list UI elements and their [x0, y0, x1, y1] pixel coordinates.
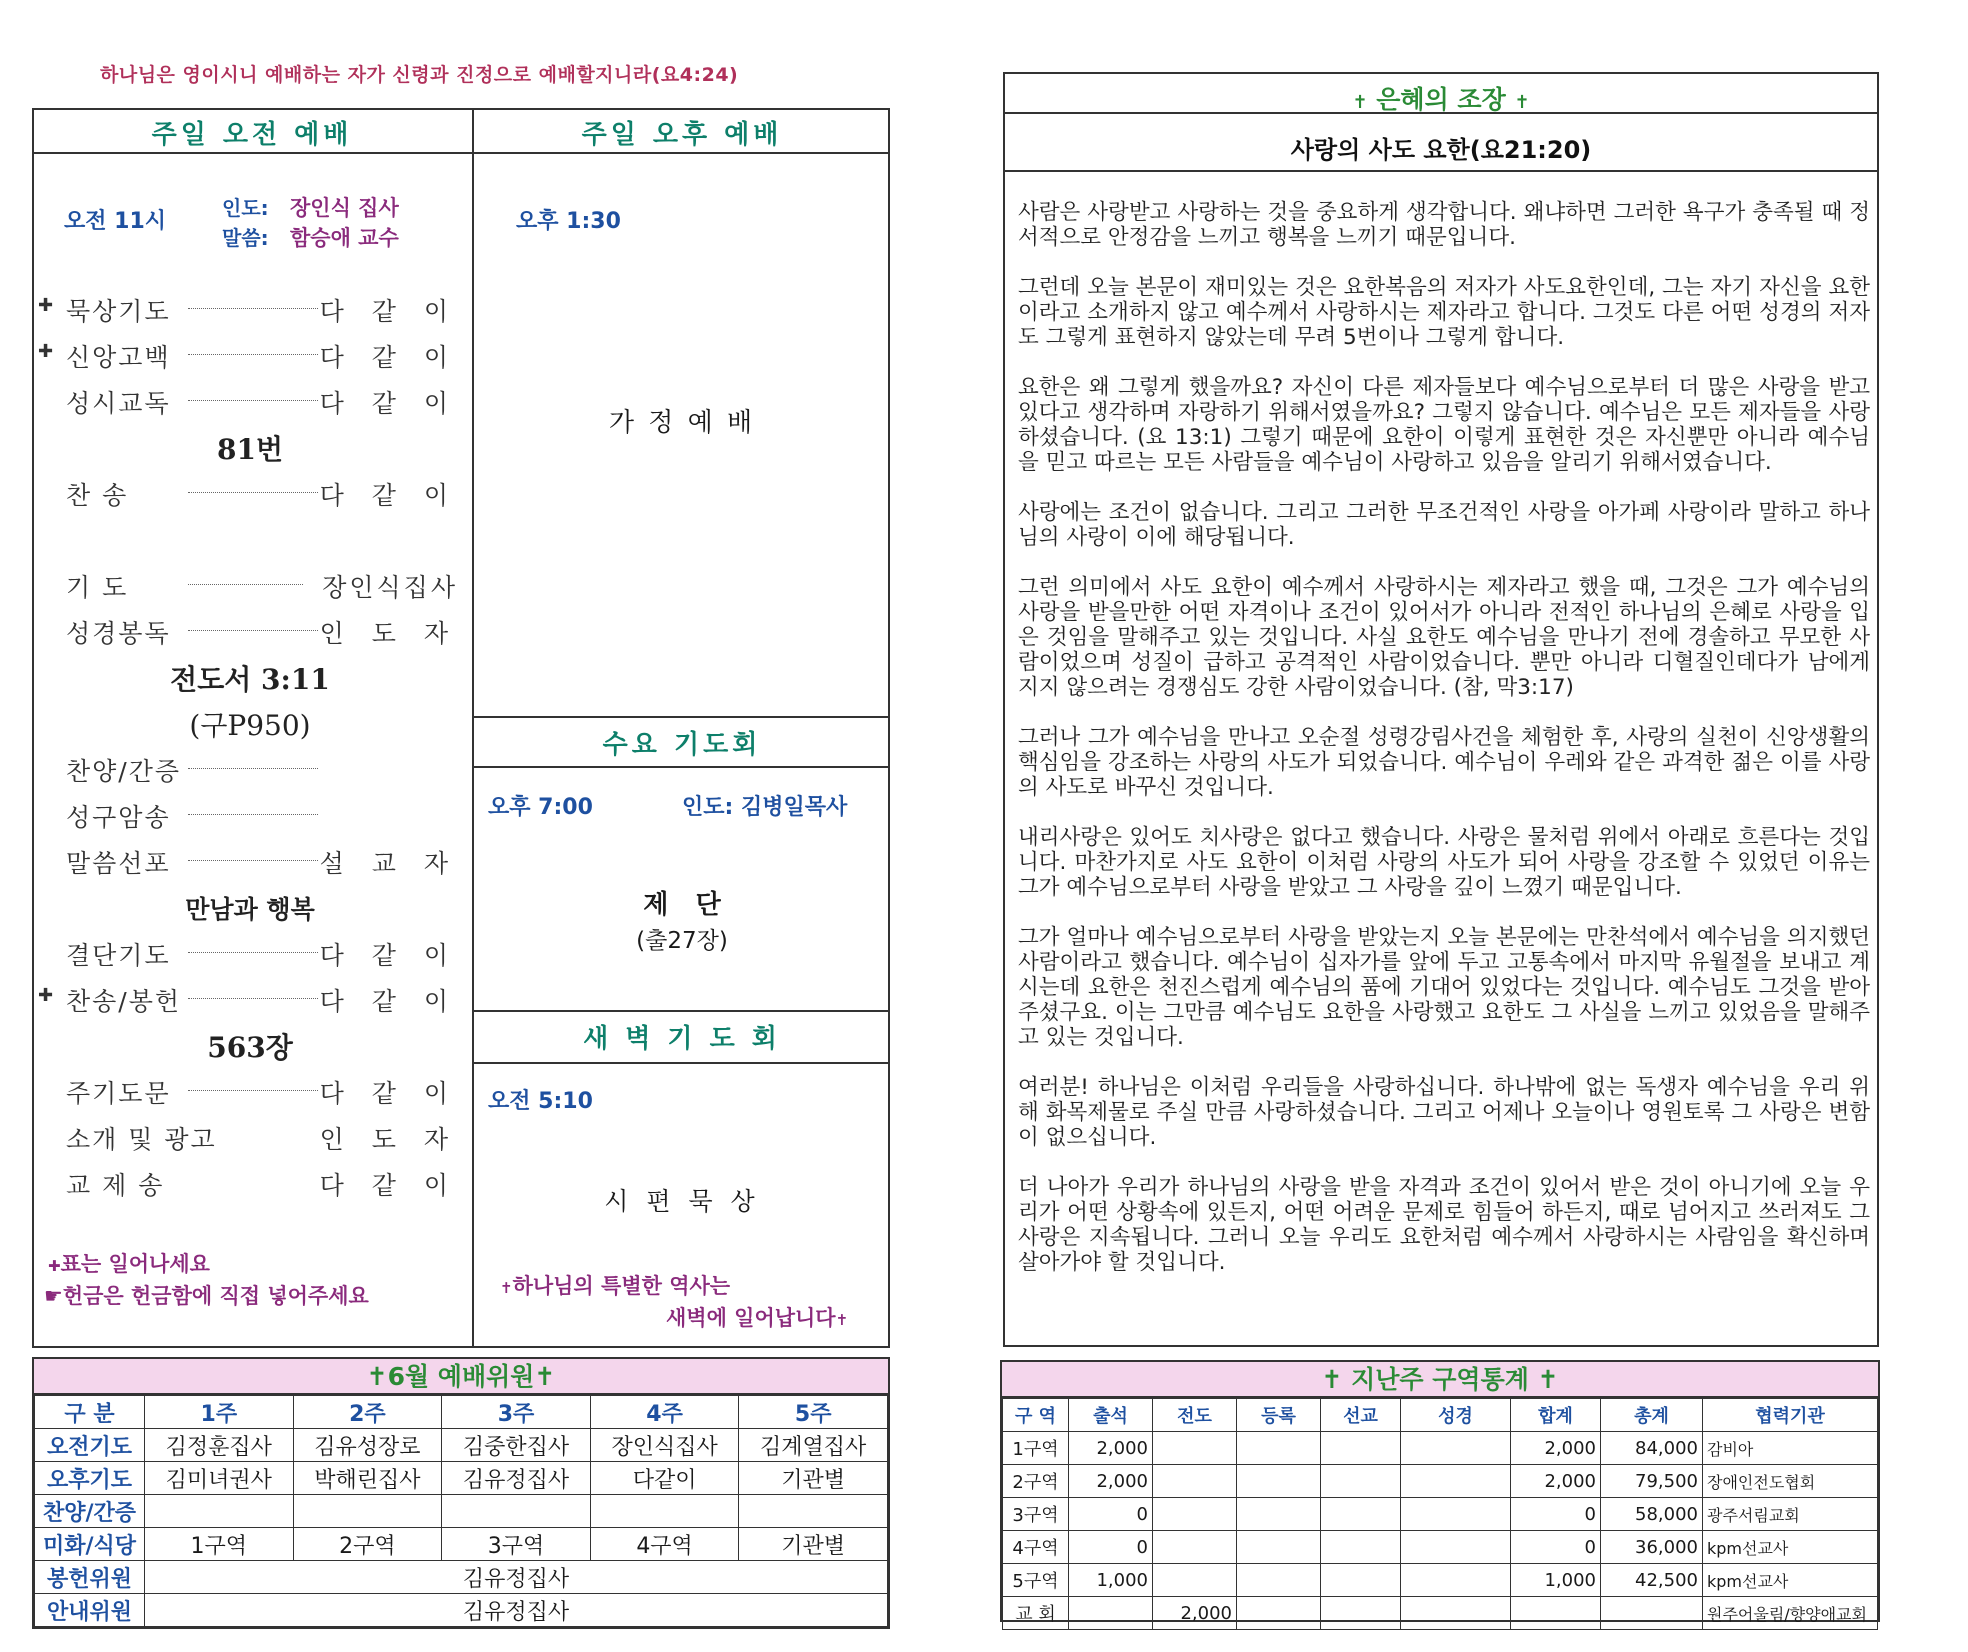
order-who: 다 같 이 — [319, 1171, 458, 1200]
dotted-leader — [188, 308, 318, 309]
header-cell: 출석 — [1069, 1399, 1153, 1432]
section-divider — [474, 1010, 890, 1012]
sermon-paragraph: 더 나아가 우리가 하나님의 사랑을 받을 자격과 조건이 있어서 받은 것이 아니기에 오늘 우리가 어떤 상황속에 있든지, 어떤 어려운 문제로 힘들어 하든지, 때로 넘어지고 쓰러져도 그 사랑은 지속됩니다. 그러니 오늘 우리도 요한처럼 예수께서 사랑하시는 사람임을 확신하며 살아가야 할 것입니다. — [1018, 1175, 1870, 1275]
register-cell — [1237, 1465, 1321, 1498]
order-label: 주기도문 — [66, 1079, 171, 1108]
order-who: 다 같 이 — [319, 941, 458, 970]
area-cell: 교 회 — [1003, 1597, 1069, 1630]
order-who: 다 같 이 — [319, 343, 458, 372]
order-label: 찬 송 — [66, 481, 129, 510]
register-cell — [1237, 1564, 1321, 1597]
order-label: 성경봉독 — [66, 619, 171, 648]
header-cell: 성경 — [1401, 1399, 1511, 1432]
name-cell — [293, 1495, 442, 1528]
header-cell: 전도 — [1153, 1399, 1237, 1432]
order-item-responsive-reading — [58, 384, 458, 416]
attendance-cell: 0 — [1069, 1531, 1153, 1564]
cross-icon: ✚ — [48, 1257, 61, 1275]
sermon-paragraph: 여러분! 하나님은 이처럼 우리들을 사랑하십니다. 하나밖에 없는 독생자 예수님을 우리 위해 화목제물로 주실 만큼 사랑하셨습니다. 그리고 어제나 오늘이나 영원토록 그 사랑은 변함이 없으십니다. — [1018, 1075, 1870, 1150]
afternoon-time: 오후 1:30 — [516, 209, 621, 234]
header-cell: 협력기관 — [1703, 1399, 1878, 1432]
dotted-leader — [188, 998, 318, 999]
hymn-number: 563장 — [207, 1031, 293, 1064]
sermon-paragraph: 그런 의미에서 사도 요한이 예수께서 사랑하시는 제자라고 했을 때, 그것은 그가 예수님의 사랑을 받을만한 어떤 자격이나 조건이 있어서가 아니라 전적인 하나님의 은혜로 사랑을 입은 것임을 말해주고 있는 것입니다. 사실 요한도 예수님을 만나기 전에 경솔하고 무모한 사람이었으며 성질이 급하고 공격적인 사람이었습니다. 뿐만 아니라 디혈질인데다가 남에게 지지 않으려는 경쟁심도 강한 사람이었습니다. (참, 막3:17) — [1018, 575, 1870, 700]
offering-note: ☛헌금은 헌금함에 직접 넣어주세요 — [44, 1284, 369, 1308]
table-row — [1003, 1564, 1878, 1597]
order-item-scripture-reading — [58, 614, 458, 646]
dotted-leader — [188, 860, 318, 861]
order-item-hymn — [58, 476, 458, 508]
order-item-prayer — [58, 568, 458, 600]
name-cell: 기관별 — [739, 1462, 888, 1495]
evangelism-cell: 2,000 — [1153, 1597, 1237, 1630]
table-row — [35, 1462, 888, 1495]
order-item-praise-testimony — [58, 752, 458, 784]
order-item-fellowship-song — [58, 1166, 458, 1198]
order-label: 교 제 송 — [66, 1171, 165, 1200]
mission-cell — [1321, 1531, 1401, 1564]
order-label: 찬양/간증 — [66, 757, 182, 786]
evangelism-cell — [1153, 1432, 1237, 1465]
header-cell: 구 분 — [35, 1396, 145, 1429]
table-row — [35, 1495, 888, 1528]
bible-cell — [1401, 1432, 1511, 1465]
sum-cell: 1,000 — [1511, 1564, 1601, 1597]
name-cell: 3구역 — [442, 1528, 591, 1561]
order-label: ✚ 찬송/봉헌 — [66, 982, 181, 1018]
name-cell: 김유정집사 — [145, 1594, 888, 1627]
table-row — [35, 1429, 888, 1462]
dotted-leader — [188, 814, 318, 815]
afternoon-service-title: 주일 오후 예배 — [581, 120, 783, 150]
sermon-paragraph: 그런데 오늘 본문이 재미있는 것은 요한복음의 저자가 사도요한인데, 그는 자기 자신을 요한이라고 소개하지 않고 예수께서 사랑하시는 제자라고 합니다. 그것도 다른 어떤 성경의 저자도 그렇게 표현하지 않았는데 무려 5번이나 그렇게 합니다. — [1018, 275, 1870, 350]
order-who: 다 같 이 — [319, 297, 458, 326]
leader-label: 인도: — [222, 196, 269, 220]
header-cell: 5주 — [739, 1396, 888, 1429]
attendance-cell: 1,000 — [1069, 1564, 1153, 1597]
area-cell: 2구역 — [1003, 1465, 1069, 1498]
cross-icon: ✝ — [1321, 1365, 1343, 1394]
header-cell: 3주 — [442, 1396, 591, 1429]
bible-cell — [1401, 1465, 1511, 1498]
evangelism-cell — [1153, 1465, 1237, 1498]
table-row — [1003, 1597, 1878, 1630]
partner-cell: 원주어울림/향양애교회 — [1703, 1597, 1878, 1630]
cross-icon: ✝ — [1514, 92, 1530, 113]
order-who: 다 같 이 — [319, 389, 458, 418]
dotted-leader — [188, 768, 318, 769]
wednesday-reference: (출27장) — [636, 928, 728, 954]
name-cell — [145, 1495, 294, 1528]
table-row — [1003, 1531, 1878, 1564]
bible-cell — [1401, 1498, 1511, 1531]
register-cell — [1237, 1498, 1321, 1531]
dawn-content: 시 편 묵 상 — [604, 1187, 760, 1216]
total-cell: 36,000 — [1601, 1531, 1703, 1564]
cross-icon: ✝ — [835, 1311, 849, 1329]
area-cell: 4구역 — [1003, 1531, 1069, 1564]
cross-icon: ✝ — [1352, 92, 1368, 113]
morning-time: 오전 11시 — [64, 209, 167, 234]
area-stats-table — [1000, 1360, 1880, 1625]
sum-cell: 2,000 — [1511, 1465, 1601, 1498]
role-cell: 미화/식당 — [35, 1528, 145, 1561]
partner-cell: kpm선교사 — [1703, 1564, 1878, 1597]
partner-cell: 장애인전도협회 — [1703, 1465, 1878, 1498]
header-cell: 4주 — [590, 1396, 739, 1429]
order-who: 다 같 이 — [319, 481, 458, 510]
sermon-title: 사랑의 사도 요한(요21:20) — [1290, 136, 1592, 164]
evangelism-cell — [1153, 1498, 1237, 1531]
mission-cell — [1321, 1432, 1401, 1465]
order-item-lords-prayer — [58, 1074, 458, 1106]
wednesday-service-title: 수요 기도회 — [602, 730, 762, 760]
name-cell: 박해린집사 — [293, 1462, 442, 1495]
name-cell: 김유성장로 — [293, 1429, 442, 1462]
order-who: 다 같 이 — [319, 987, 458, 1016]
dawn-service-title: 새 벽 기 도 회 — [583, 1024, 781, 1054]
sermon-paragraph: 사람은 사랑받고 사랑하는 것을 중요하게 생각합니다. 왜냐하면 그러한 욕구가 충족될 때 정서적으로 안정감을 느끼고 행복을 느끼기 때문입니다. — [1018, 200, 1870, 250]
morning-preacher: 함승애 교수 — [290, 226, 399, 250]
section-divider — [474, 766, 890, 768]
sermon-paragraph: 요한은 왜 그렇게 했을까요? 자신이 다른 제자들보다 예수님으로부터 더 많은 사랑을 받고 있다고 생각하며 자랑하기 위해서였을까요? 그렇지 않습니다. 예수님은 모든 제자들을 사랑하셨습니다. (요 13:1) 그렇기 때문에 요한이 이렇게 표현한 것은 자신뿐만 아니라 예수님을 믿고 따르는 모든 사람들을 예수님이 사랑하고 있음을 알리기 위해서였습니다. — [1018, 375, 1870, 475]
dotted-leader — [188, 354, 318, 355]
wednesday-leader: 인도: 김병일목사 — [682, 795, 848, 820]
order-item-decision-prayer — [58, 936, 458, 968]
sermon-title-morning: 만남과 행복 — [185, 895, 315, 924]
name-cell: 장인식집사 — [590, 1429, 739, 1462]
table-row — [1003, 1465, 1878, 1498]
table-row — [35, 1561, 888, 1594]
order-label: ✚ 신앙고백 — [66, 338, 171, 374]
attendance-cell: 0 — [1069, 1498, 1153, 1531]
header-verse: 하나님은 영이시니 예배하는 자가 신령과 진정으로 예배할지니라(요4:24) — [100, 64, 739, 86]
sermon-label: 말씀: — [222, 226, 269, 250]
partner-cell: kpm선교사 — [1703, 1531, 1878, 1564]
officers-grid — [34, 1395, 888, 1627]
name-cell: 기관별 — [739, 1528, 888, 1561]
header-cell: 1주 — [145, 1396, 294, 1429]
scripture-reference: 전도서 3:11 — [170, 663, 330, 696]
grace-title: ✝ 은혜의 조장 ✝ — [1352, 85, 1530, 114]
dawn-time: 오전 5:10 — [488, 1089, 593, 1114]
order-label: 성시교독 — [66, 389, 171, 418]
name-cell: 김유정집사 — [145, 1561, 888, 1594]
sum-cell: 0 — [1511, 1498, 1601, 1531]
table-row — [1003, 1432, 1878, 1465]
order-item-silent-prayer — [58, 292, 458, 324]
role-cell: 봉헌위원 — [35, 1561, 145, 1594]
mission-cell — [1321, 1465, 1401, 1498]
sermon-paragraph: 사랑에는 조건이 없습니다. 그리고 그러한 무조건적인 사랑을 아가페 사랑이라 말하고 하나님의 사랑이 이에 해당됩니다. — [1018, 500, 1870, 550]
attendance-cell: 2,000 — [1069, 1432, 1153, 1465]
header-cell: 총계 — [1601, 1399, 1703, 1432]
dotted-leader — [188, 1090, 318, 1091]
area-cell: 1구역 — [1003, 1432, 1069, 1465]
attendance-cell: 2,000 — [1069, 1465, 1153, 1498]
total-cell — [1601, 1597, 1703, 1630]
name-cell — [590, 1495, 739, 1528]
morning-leader: 장인식 집사 — [290, 196, 399, 220]
sermon-paragraph: 내리사랑은 있어도 치사랑은 없다고 했습니다. 사랑은 물처럼 위에서 아래로 흐른다는 것입니다. 마찬가지로 사도 요한이 이처럼 사랑의 사도가 되어 사랑을 강조할 수 있었던 이유는 그가 예수님으로부터 사랑을 받았고 그 사랑을 깊이 느꼈기 때문입니다. — [1018, 825, 1870, 900]
morning-service-title: 주일 오전 예배 — [151, 120, 353, 150]
sermon-paragraph: 그러나 그가 예수님을 만나고 오순절 성령강림사건을 체험한 후, 사랑의 실천이 신앙생활의 핵심임을 강조하는 사랑의 사도가 되었습니다. 예수님이 우레와 같은 과격한 젊은 이를 사랑의 사도로 바꾸신 것입니다. — [1018, 725, 1870, 800]
header-cell: 2주 — [293, 1396, 442, 1429]
cross-icon: ✝ — [534, 1362, 556, 1391]
role-cell: 안내위원 — [35, 1594, 145, 1627]
table-row — [1003, 1498, 1878, 1531]
total-cell: 79,500 — [1601, 1465, 1703, 1498]
sum-cell: 0 — [1511, 1531, 1601, 1564]
section-divider — [474, 1062, 890, 1064]
order-who: 다 같 이 — [319, 1079, 458, 1108]
title-divider — [32, 152, 890, 154]
partner-cell: 광주서림교회 — [1703, 1498, 1878, 1531]
order-label: ✚ 묵상기도 — [66, 292, 171, 328]
order-label: 기 도 — [66, 573, 129, 602]
dotted-leader — [188, 952, 318, 953]
register-cell — [1237, 1432, 1321, 1465]
order-label: 소개 및 광고 — [66, 1125, 217, 1154]
mission-cell — [1321, 1498, 1401, 1531]
partner-cell: 감비아 — [1703, 1432, 1878, 1465]
header-cell: 등록 — [1237, 1399, 1321, 1432]
name-cell — [442, 1495, 591, 1528]
order-label: 결단기도 — [66, 941, 171, 970]
sermon-body — [1018, 200, 1870, 1300]
cross-icon: ✝ — [500, 1279, 513, 1297]
afternoon-content: 가 정 예 배 — [608, 408, 756, 438]
bible-cell — [1401, 1564, 1511, 1597]
table-row — [35, 1528, 888, 1561]
evangelism-cell — [1153, 1564, 1237, 1597]
area-cell: 3구역 — [1003, 1498, 1069, 1531]
wednesday-content: 제 단 — [643, 890, 721, 920]
section-divider — [474, 716, 890, 718]
name-cell: 다같이 — [590, 1462, 739, 1495]
officers-title: ✝6월 예배위원✝ — [34, 1359, 888, 1395]
name-cell: 2구역 — [293, 1528, 442, 1561]
name-cell: 김계열집사 — [739, 1429, 888, 1462]
area-cell: 5구역 — [1003, 1564, 1069, 1597]
bible-cell — [1401, 1597, 1511, 1630]
name-cell: 1구역 — [145, 1528, 294, 1561]
scripture-page: (구P950) — [189, 709, 311, 742]
stats-grid — [1002, 1398, 1878, 1630]
header-cell: 합계 — [1511, 1399, 1601, 1432]
header-cell: 구 역 — [1003, 1399, 1069, 1432]
pointing-hand-icon: ☛ — [44, 1284, 63, 1308]
order-label: 말씀선포 — [66, 849, 171, 878]
attendance-cell — [1069, 1597, 1153, 1630]
name-cell — [739, 1495, 888, 1528]
sum-cell: 2,000 — [1511, 1432, 1601, 1465]
dawn-note-line2: 새벽에 일어납니다✝ — [666, 1306, 849, 1330]
role-cell: 오후기도 — [35, 1462, 145, 1495]
role-cell: 찬양/간증 — [35, 1495, 145, 1528]
name-cell: 김정훈집사 — [145, 1429, 294, 1462]
total-cell: 42,500 — [1601, 1564, 1703, 1597]
cross-icon: ✝ — [366, 1362, 388, 1391]
name-cell: 김중한집사 — [442, 1429, 591, 1462]
dotted-leader — [188, 584, 303, 585]
stats-title: ✝ 지난주 구역통계 ✝ — [1002, 1362, 1878, 1398]
register-cell — [1237, 1597, 1321, 1630]
name-cell: 4구역 — [590, 1528, 739, 1561]
total-cell: 58,000 — [1601, 1498, 1703, 1531]
title-divider — [1003, 170, 1879, 172]
order-who: 인 도 자 — [319, 1125, 458, 1154]
reading-number: 81번 — [216, 433, 283, 466]
stand-note: ✚표는 일어나세요 — [48, 1252, 210, 1276]
order-item-offering — [58, 982, 458, 1014]
worship-officers-table — [32, 1357, 890, 1629]
name-cell: 김미녀권사 — [145, 1462, 294, 1495]
sum-cell — [1511, 1597, 1601, 1630]
cross-icon: ✝ — [1537, 1365, 1559, 1394]
order-label: 성구암송 — [66, 803, 171, 832]
order-who: 설 교 자 — [319, 849, 458, 878]
mission-cell — [1321, 1597, 1401, 1630]
dotted-leader — [188, 492, 318, 493]
register-cell — [1237, 1531, 1321, 1564]
order-who: 인 도 자 — [319, 619, 458, 648]
sermon-paragraph: 그가 얼마나 예수님으로부터 사랑을 받았는지 오늘 본문에는 만찬석에서 예수님을 의지했던 사람이라고 했습니다. 예수님이 십자가를 앞에 두고 고통속에서 마지막 유월절을 보내고 계시는데 요한은 천진스럽게 예수님의 품에 기대어 있었다는 것입니다. 예수님도 그것을 받아주셨구요. 이는 그만큼 예수님도 요한을 사랑했고 요한도 그 사실을 느끼고 있었음을 말해주고 있는 것입니다. — [1018, 925, 1870, 1050]
order-item-announcements — [58, 1120, 458, 1152]
order-who: 장인식집사 — [322, 573, 458, 602]
name-cell: 김유정집사 — [442, 1462, 591, 1495]
order-item-sermon — [58, 844, 458, 876]
dotted-leader — [188, 630, 318, 631]
dotted-leader — [188, 400, 318, 401]
table-row — [35, 1594, 888, 1627]
evangelism-cell — [1153, 1531, 1237, 1564]
header-cell: 선교 — [1321, 1399, 1401, 1432]
role-cell: 오전기도 — [35, 1429, 145, 1462]
mission-cell — [1321, 1564, 1401, 1597]
total-cell: 84,000 — [1601, 1432, 1703, 1465]
order-item-verse-memory — [58, 798, 458, 830]
dawn-note-line1: ✝하나님의 특별한 역사는 — [500, 1274, 731, 1298]
order-item-creed — [58, 338, 458, 370]
bible-cell — [1401, 1531, 1511, 1564]
wednesday-time: 오후 7:00 — [488, 795, 593, 820]
